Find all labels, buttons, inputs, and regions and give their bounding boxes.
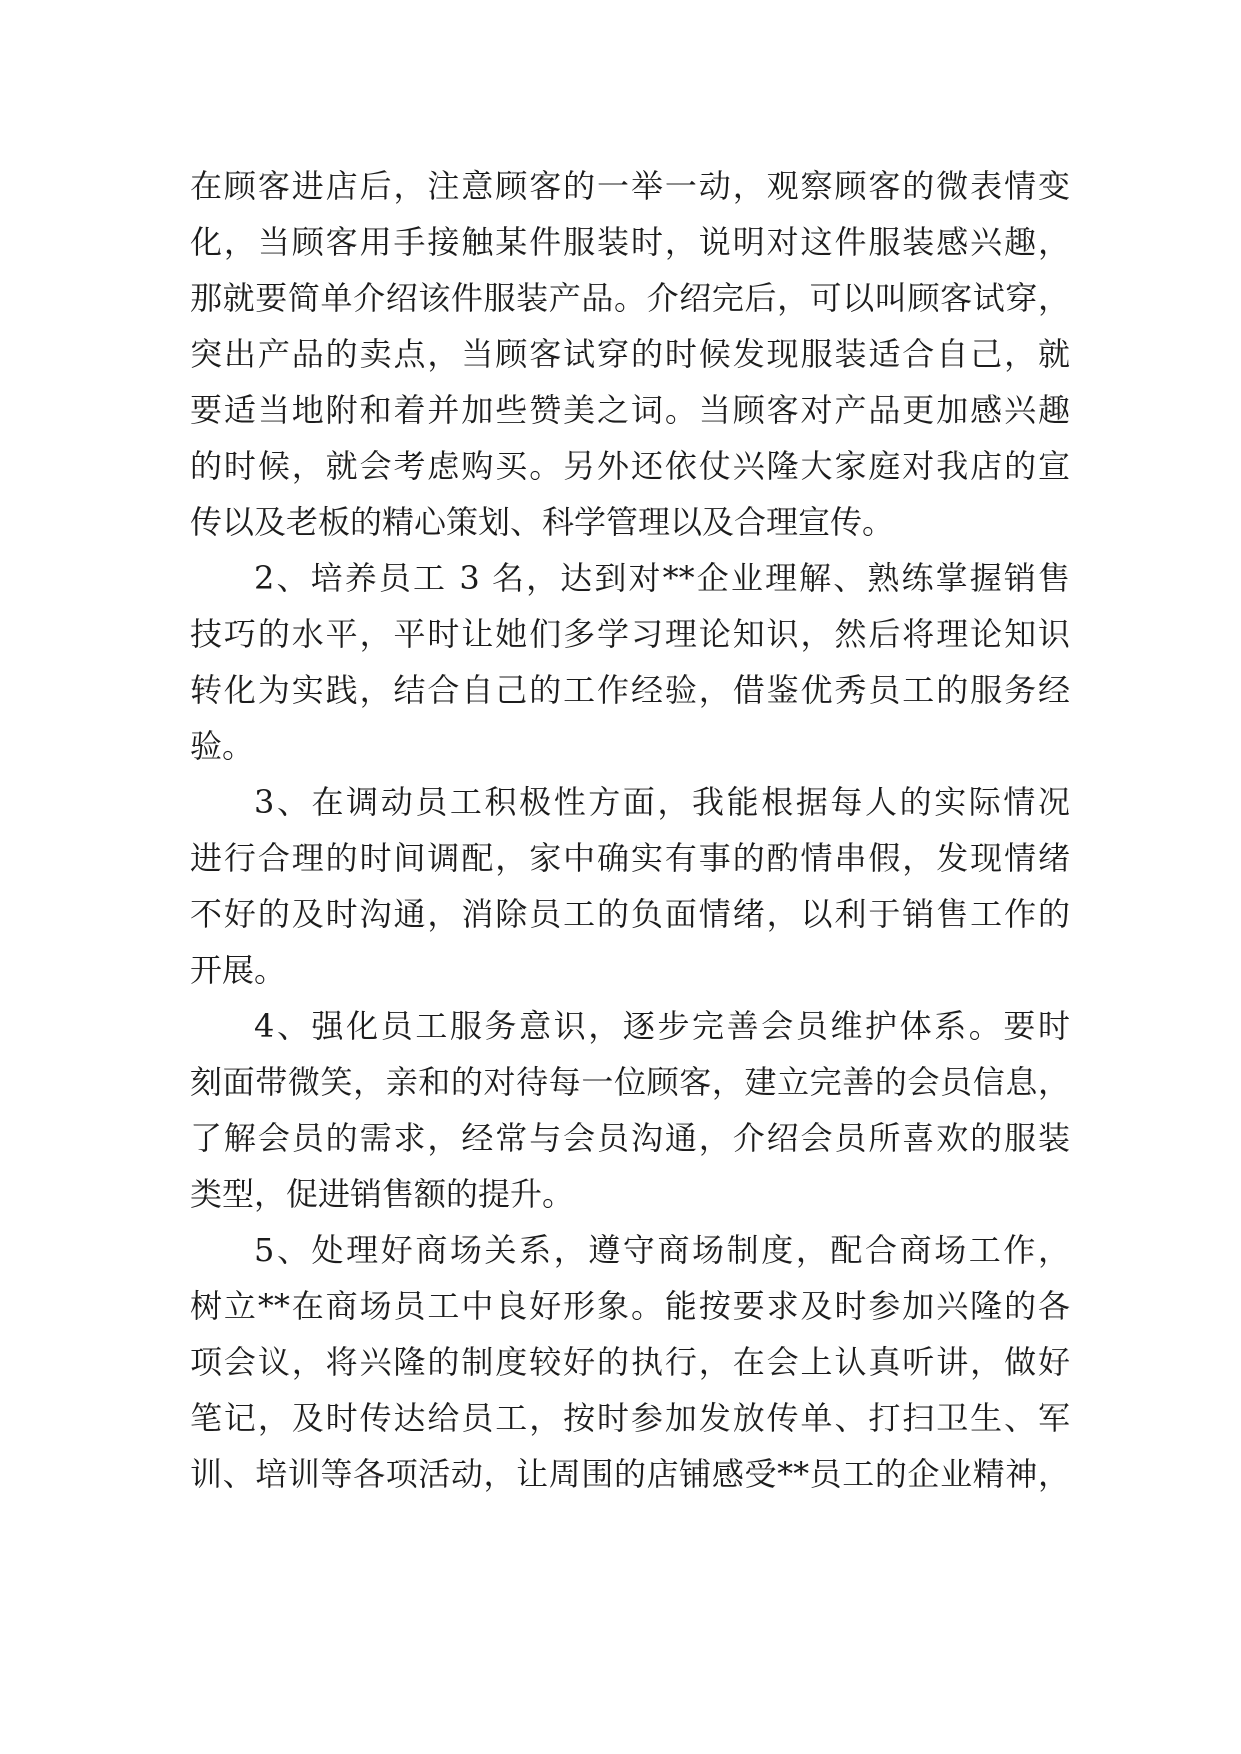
text-line: 笔记，及时传达给员工，按时参加发放传单、打扫卫生、军 — [190, 1399, 1070, 1437]
text-line: 4、强化员工服务意识，逐步完善会员维护体系。要时 — [254, 1007, 1070, 1045]
text-line: 树立**在商场员工中良好形象。能按要求及时参加兴隆的各 — [190, 1287, 1070, 1325]
text-line: 刻面带微笑，亲和的对待每一位顾客，建立完善的会员信息， — [190, 1063, 1070, 1101]
text-line: 验。 — [190, 727, 255, 765]
paragraph-1 — [190, 158, 1070, 550]
document-body — [190, 158, 1070, 1502]
text-line: 训、培训等各项活动，让周围的店铺感受**员工的企业精神， — [190, 1455, 1070, 1493]
text-line: 那就要简单介绍该件服装产品。介绍完后，可以叫顾客试穿， — [190, 279, 1070, 317]
text-line: 转化为实践，结合自己的工作经验，借鉴优秀员工的服务经 — [190, 671, 1070, 709]
text-line: 的时候，就会考虑购买。另外还依仗兴隆大家庭对我店的宣 — [190, 447, 1070, 485]
text-line: 类型，促进销售额的提升。 — [190, 1175, 575, 1213]
text-line: 5、处理好商场关系，遵守商场制度，配合商场工作， — [254, 1231, 1070, 1269]
text-line: 开展。 — [190, 951, 287, 989]
text-line: 进行合理的时间调配，家中确实有事的酌情串假，发现情绪 — [190, 839, 1070, 877]
text-line: 在顾客进店后，注意顾客的一举一动，观察顾客的微表情变 — [190, 167, 1070, 205]
text-line: 不好的及时沟通，消除员工的负面情绪，以利于销售工作的 — [190, 895, 1070, 933]
text-line: 了解会员的需求，经常与会员沟通，介绍会员所喜欢的服装 — [190, 1119, 1070, 1157]
text-line: 技巧的水平，平时让她们多学习理论知识，然后将理论知识 — [190, 615, 1070, 653]
text-line: 3、在调动员工积极性方面，我能根据每人的实际情况 — [254, 783, 1070, 821]
paragraph-5 — [190, 1222, 1070, 1502]
paragraph-2 — [190, 550, 1070, 774]
text-line: 突出产品的卖点，当顾客试穿的时候发现服装适合自己，就 — [190, 335, 1070, 373]
paragraph-4 — [190, 998, 1070, 1222]
text-line: 项会议，将兴隆的制度较好的执行，在会上认真听讲，做好 — [190, 1343, 1070, 1381]
text-line: 传以及老板的精心策划、科学管理以及合理宣传。 — [190, 503, 895, 541]
text-line: 2、培养员工 3 名，达到对**企业理解、熟练掌握销售 — [254, 559, 1070, 597]
text-line: 化，当顾客用手接触某件服装时，说明对这件服装感兴趣， — [190, 223, 1070, 261]
text-line: 要适当地附和着并加些赞美之词。当顾客对产品更加感兴趣 — [190, 391, 1070, 429]
paragraph-3 — [190, 774, 1070, 998]
